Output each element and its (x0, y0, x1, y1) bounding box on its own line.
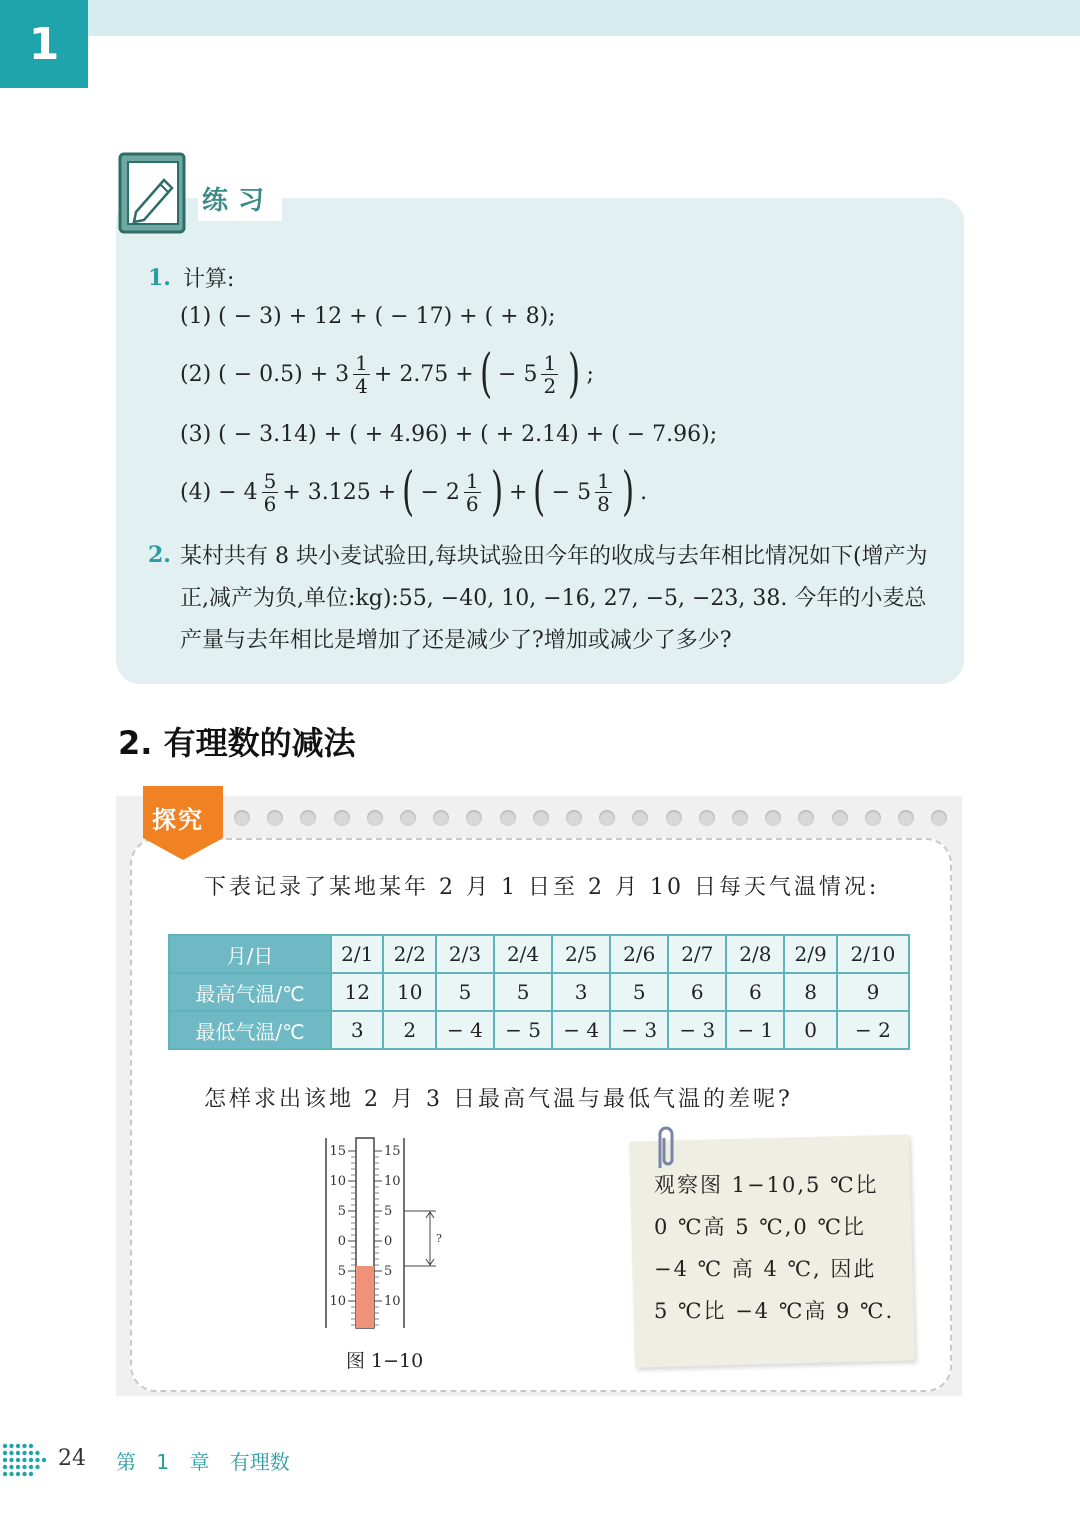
numerator: 1 (543, 350, 557, 375)
table-cell: 0 (784, 1011, 836, 1049)
table-cell: 9 (837, 973, 909, 1011)
fraction (353, 352, 370, 397)
table-cell: − 3 (610, 1011, 668, 1049)
table-cell: − 1 (726, 1011, 784, 1049)
left-paren: ( (533, 462, 546, 522)
footer-dot (16, 1451, 20, 1455)
table-cell: − 4 (552, 1011, 610, 1049)
right-paren: ) (490, 462, 503, 522)
table-cell: 3 (552, 973, 610, 1011)
footer-dot (35, 1451, 39, 1455)
numerator: 1 (355, 350, 368, 375)
problem-2-mid: + 2.75 + (373, 361, 474, 387)
footer-dot (22, 1465, 26, 1469)
numerator: 5 (263, 468, 277, 493)
plus-sign: + (508, 479, 528, 505)
notebook-ring (400, 810, 416, 826)
problem-1: (1) ( − 3) + 12 + ( − 17) + ( + 8); (180, 304, 556, 329)
left-paren: ( (402, 462, 415, 522)
footer-dot (22, 1444, 26, 1448)
tick-label-right: 5 (384, 1204, 393, 1219)
problem-4-inner-1: − 2 (420, 479, 460, 505)
question-1-header (148, 262, 234, 293)
exercise-title: 练习 (198, 178, 282, 221)
table-cell: 2/5 (552, 935, 610, 973)
footer-dot (35, 1465, 39, 1469)
table-cell: 2/2 (383, 935, 435, 973)
table-cell: 6 (726, 973, 784, 1011)
notebook-ring (898, 810, 914, 826)
problem-4-end: . (640, 479, 648, 505)
tick-label-left: 10 (329, 1174, 346, 1189)
numerator: 1 (465, 468, 479, 493)
tick-label-left: 10 (329, 1294, 346, 1309)
table-cell: 2/10 (837, 935, 909, 973)
footer-dots-icon (2, 1440, 52, 1480)
footer-dot (29, 1465, 33, 1469)
problem-4-start: (4) − 4 (180, 479, 258, 505)
problem-3: (3) ( − 3.14) + ( + 4.96) + ( + 2.14) + ( − 7.96); (180, 422, 718, 447)
table-cell: 2/8 (726, 935, 784, 973)
footer-dot (29, 1451, 33, 1455)
notebook-ring (367, 810, 383, 826)
table-cell: 2/6 (610, 935, 668, 973)
denominator: 6 (465, 491, 479, 516)
row-header: 最高气温/℃ (169, 973, 331, 1011)
notebook-ring (334, 810, 350, 826)
question-prompt: 计算: (182, 267, 235, 292)
top-banner (88, 0, 1080, 36)
notebook-ring (865, 810, 881, 826)
footer-dot (16, 1472, 20, 1476)
explore-label: 探究 (152, 806, 204, 834)
footer-dot (9, 1458, 13, 1462)
section-heading: 2. 有理数的减法 (118, 724, 356, 762)
question-number: 2. (148, 542, 171, 568)
paperclip-icon (650, 1124, 678, 1172)
table-cell: 2/4 (494, 935, 552, 973)
fraction (262, 470, 279, 515)
note-text: 观察图 1−10,5 ℃比 0 ℃高 5 ℃,0 ℃比 −4 ℃ 高 4 ℃, 因此 5 ℃比 −4 ℃高 9 ℃. (654, 1173, 895, 1323)
footer-dot (16, 1465, 20, 1469)
footer-dot (3, 1465, 7, 1469)
notebook-ring (533, 810, 549, 826)
table-cell: 5 (610, 973, 668, 1011)
footer-dot (9, 1465, 13, 1469)
explore-question: 怎样求出该地 2 月 3 日最高气温与最低气温的差呢? (204, 1087, 793, 1112)
gap-label: ? (436, 1232, 442, 1245)
table-cell: 6 (668, 973, 726, 1011)
notebook-ring (732, 810, 748, 826)
table-cell: − 4 (436, 1011, 494, 1049)
footer-chapter-label: 第 1 章 有理数 (116, 1450, 290, 1474)
notebook-ring (500, 810, 516, 826)
footer-dot (9, 1444, 13, 1448)
problem-2-start: (2) ( − 0.5) + 3 (180, 361, 350, 387)
notebook-ring (234, 810, 250, 826)
problem-4-mid: + 3.125 + (282, 479, 397, 505)
chapter-number-tab: 1 (0, 0, 88, 88)
table-cell: 8 (784, 973, 836, 1011)
footer-dot (16, 1458, 20, 1462)
footer-dot (42, 1458, 46, 1462)
footer-dot (3, 1458, 7, 1462)
figure-caption: 图 1−10 (346, 1350, 424, 1372)
table-cell: 5 (494, 973, 552, 1011)
footer-dot (29, 1472, 33, 1476)
tick-label-right: 0 (384, 1234, 393, 1249)
table-row (169, 1011, 909, 1049)
notebook-ring (566, 810, 582, 826)
numerator: 1 (597, 468, 610, 493)
table-cell: 2/7 (668, 935, 726, 973)
footer-dot (16, 1444, 20, 1448)
denominator: 6 (263, 491, 277, 516)
denominator: 4 (355, 373, 368, 398)
question-2-number (148, 542, 183, 568)
footer-dot (35, 1458, 39, 1462)
explore-intro: 下表记录了某地某年 2 月 1 日至 2 月 10 日每天气温情况: (204, 875, 880, 900)
denominator: 2 (543, 373, 557, 398)
problem-4-inner-2: − 5 (551, 479, 592, 505)
temperature-table (168, 934, 910, 1050)
row-header: 月/日 (169, 935, 331, 973)
problem-2-inner: − 5 (498, 361, 538, 387)
footer-dot (29, 1444, 33, 1448)
problem-2 (180, 344, 594, 404)
row-header: 最低气温/℃ (169, 1011, 331, 1049)
notebook-ring (699, 810, 715, 826)
table-cell: 10 (383, 973, 435, 1011)
page-number: 24 (58, 1446, 86, 1471)
tick-label-right: 5 (384, 1264, 393, 1279)
table-cell: 2/9 (784, 935, 836, 973)
left-paren: ( (479, 344, 492, 404)
thermometer-figure (318, 1134, 448, 1334)
table-cell: − 5 (494, 1011, 552, 1049)
tick-label-left: 5 (337, 1264, 346, 1279)
table-cell: 3 (331, 1011, 383, 1049)
footer-dot (9, 1472, 13, 1476)
question-2-text: 某村共有 8 块小麦试验田,每块试验田今年的收成与去年相比情况如下(增产为正,减产为负,单位:kg):55, −40, 10, −16, 27, −5, −23, 38. 今年的小麦总产量与去年相比是增加了还是减少了?增加或减少了多少? (180, 544, 928, 653)
tick-label-right: 15 (384, 1144, 401, 1159)
table-row (169, 935, 909, 973)
footer-dot (22, 1451, 26, 1455)
problem-4 (180, 462, 648, 522)
notebook-ring (666, 810, 682, 826)
notebook-ring (832, 810, 848, 826)
tick-label-left: 15 (329, 1144, 346, 1159)
table-cell: 2/3 (436, 935, 494, 973)
footer-dot (3, 1472, 7, 1476)
pencil-notebook-icon (118, 150, 190, 236)
right-paren: ) (621, 462, 635, 522)
footer-dot (29, 1458, 33, 1462)
footer-dot (22, 1472, 26, 1476)
table-cell: − 3 (668, 1011, 726, 1049)
problem-2-end: ; (586, 361, 594, 387)
tick-label-right: 10 (384, 1294, 401, 1309)
footer-dot (3, 1444, 7, 1448)
footer-dot (9, 1451, 13, 1455)
tick-label-left: 5 (337, 1204, 346, 1219)
right-paren: ) (568, 344, 581, 404)
tick-label-right: 10 (384, 1174, 401, 1189)
footer-dot (22, 1458, 26, 1462)
fraction (541, 352, 558, 397)
footer-dot (3, 1451, 7, 1455)
fraction (464, 470, 481, 515)
table-cell: − 2 (837, 1011, 909, 1049)
fraction (595, 470, 612, 515)
table-cell: 2 (383, 1011, 435, 1049)
denominator: 8 (597, 491, 610, 516)
tick-label-left: 0 (337, 1234, 346, 1249)
table-row (169, 973, 909, 1011)
table-cell: 12 (331, 973, 383, 1011)
table-cell: 5 (436, 973, 494, 1011)
table-cell: 2/1 (331, 935, 383, 973)
question-number: 1. (148, 264, 171, 291)
